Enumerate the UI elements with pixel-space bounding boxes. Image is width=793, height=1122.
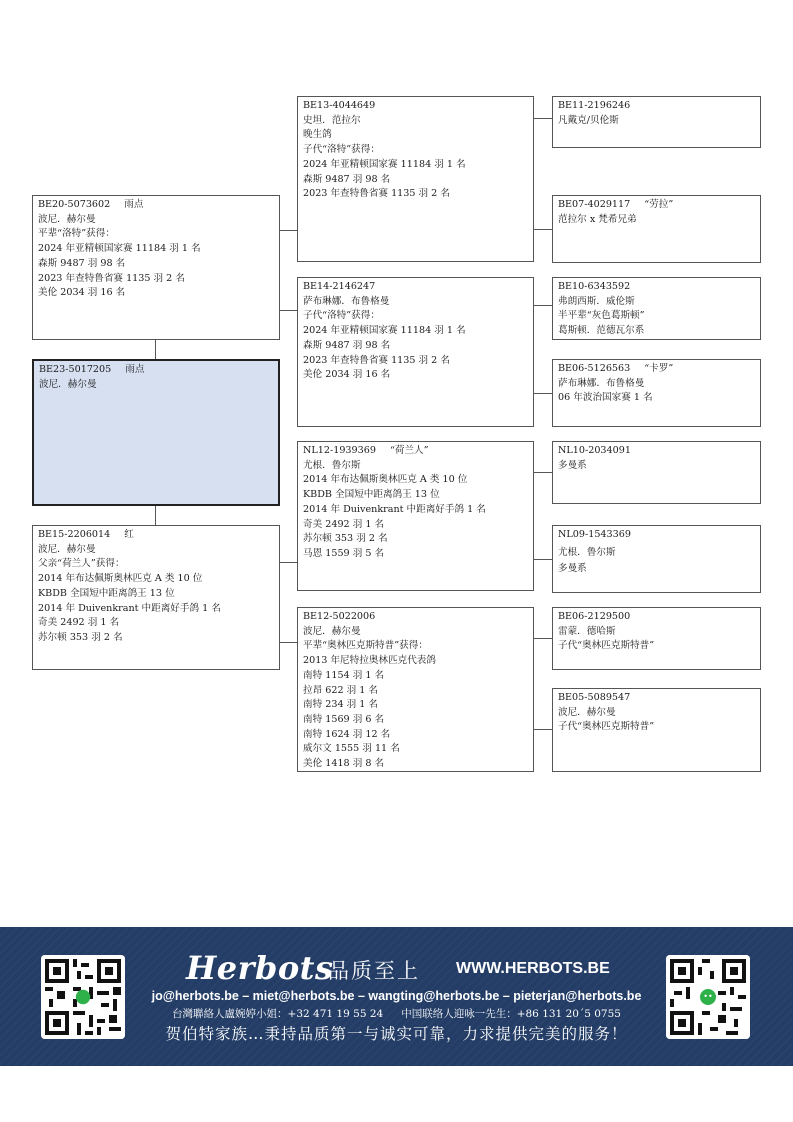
grandparent-line: 威尔文 1555 羽 11 名 <box>303 743 400 755</box>
connector-line <box>534 393 552 394</box>
great-grandparent-id: BE10-6343592 <box>558 281 631 292</box>
email-list[interactable]: jo@herbots.be – miet@herbots.be – wangting@herbots.be – pieterjan@herbots.be <box>151 989 642 1003</box>
great-grandparent-id-line <box>558 444 755 459</box>
grandparent-line: 森斯 9487 羽 98 名 <box>303 173 391 185</box>
great-grandparent-id: BE07-4029117 <box>558 199 631 210</box>
sire-line: 美伦 2034 羽 16 名 <box>38 287 126 299</box>
great-grandparent-id: BE11-2196246 <box>558 100 631 111</box>
grandparent-id: BE14-2146247 <box>303 281 376 292</box>
dam-line: 父亲“荷兰人”获得： <box>38 558 125 570</box>
great-grandparent-line: 子代“奥林匹克斯特普” <box>558 721 655 733</box>
connector-line <box>534 229 552 230</box>
great-grandparent-line: 06 年波治国家赛 1 名 <box>558 392 653 404</box>
grandparent-line: 2024 年亚精顿国家赛 11184 羽 1 名 <box>303 325 466 337</box>
great-grandparent-id-line <box>558 362 755 377</box>
footer-banner <box>0 927 793 1066</box>
great-grandparent-line: 萨布琳娜．布鲁格曼 <box>558 377 645 389</box>
pedigree-dam-box <box>32 525 280 670</box>
subject-line: 波尼．赫尔曼 <box>39 378 97 390</box>
grandparent-id-line <box>303 280 528 295</box>
dam-line: 苏尔顿 353 羽 2 名 <box>38 631 123 643</box>
contact-china: 中国联络人迎咏一先生：+86 131 20ˊ5 0755 <box>401 1008 621 1020</box>
sire-line: 森斯 9487 羽 98 名 <box>38 257 126 269</box>
connector-line <box>280 310 297 311</box>
grandparent-line: 南特 1624 羽 12 名 <box>303 728 391 740</box>
grandparent-line: 南特 1154 羽 1 名 <box>303 669 385 681</box>
grandparent-line: 马恩 1559 羽 5 名 <box>303 547 385 559</box>
great-grandparent-id: BE06-2129500 <box>558 611 631 622</box>
connector-line <box>534 729 552 730</box>
grandparent-line: 美伦 2034 羽 16 名 <box>303 369 391 381</box>
grandparent-line: 平辈“奥林匹克斯特普”获得： <box>303 640 428 652</box>
great-grandparent-nickname: “劳拉” <box>644 199 674 210</box>
pedigree-great-grandparent-box <box>552 96 761 148</box>
grandparent-id: NL12-1939369 <box>303 445 376 456</box>
grandparent-line: 史坦．范拉尔 <box>303 114 361 126</box>
grandparent-line: 2014 年 Duivenkrant 中距离好手鸽 1 名 <box>303 503 486 515</box>
dam-line: 2014 年 Duivenkrant 中距离好手鸽 1 名 <box>38 602 221 614</box>
connector-line <box>534 118 552 119</box>
dam-id-line <box>38 528 274 543</box>
great-grandparent-id: BE05-5089547 <box>558 692 631 703</box>
dam-line: 奇美 2492 羽 1 名 <box>38 617 120 629</box>
contact-taiwan: 台灣聯絡人盧婉婷小姐：+32 471 19 55 24 <box>172 1008 384 1020</box>
grandparent-nickname: “荷兰人” <box>389 445 429 456</box>
pedigree-great-grandparent-box <box>552 195 761 263</box>
pedigree-sire-box <box>32 195 280 340</box>
dam-line: 2014 年布达佩斯奥林匹克 A 类 10 位 <box>38 573 203 585</box>
great-grandparent-nickname: “卡罗” <box>644 363 674 374</box>
great-grandparent-line: 弗朗西斯．威伦斯 <box>558 295 635 307</box>
grandparent-line: KBDB 全国短中距离鸽王 13 位 <box>303 489 440 501</box>
great-grandparent-id: BE06-5126563 <box>558 363 631 374</box>
slogan: 贺伯特家族…秉持品质第一与诚实可靠，力求提供完美的服务！ <box>165 1025 628 1043</box>
great-grandparent-line: 多曼系 <box>558 563 587 575</box>
great-grandparent-id-line <box>558 99 755 114</box>
dam-nickname: 红 <box>124 529 134 540</box>
sire-line: 平辈“洛特”获得： <box>38 228 115 240</box>
grandparent-line: 森斯 9487 羽 98 名 <box>303 339 391 351</box>
pedigree-great-grandparent-box <box>552 277 761 340</box>
connector-line <box>155 506 156 525</box>
pedigree-great-grandparent-box <box>552 607 761 670</box>
grandparent-line: 2023 年查特鲁省赛 1135 羽 2 名 <box>303 354 450 366</box>
great-grandparent-id-line <box>558 528 755 543</box>
grandparent-id: BE12-5022006 <box>303 611 376 622</box>
great-grandparent-line: 多曼系 <box>558 459 587 471</box>
grandparent-line: 苏尔顿 353 羽 2 名 <box>303 533 388 545</box>
grandparent-id-line <box>303 444 528 459</box>
grandparent-line: 尤根．鲁尔斯 <box>303 459 361 471</box>
connector-line <box>534 638 552 639</box>
grandparent-id-line <box>303 99 528 114</box>
grandparent-line: 2013 年尼特拉奥林匹克代表鸽 <box>303 655 436 667</box>
sire-line: 2023 年查特鲁省赛 1135 羽 2 名 <box>38 272 185 284</box>
great-grandparent-id-line <box>558 280 755 295</box>
grandparent-line: 波尼．赫尔曼 <box>303 625 361 637</box>
pedigree-grandparent-box <box>297 441 534 591</box>
grandparent-line: 2023 年查特鲁省赛 1135 羽 2 名 <box>303 188 450 200</box>
pedigree-grandparent-box <box>297 277 534 427</box>
grandparent-line: 2014 年布达佩斯奥林匹克 A 类 10 位 <box>303 474 468 486</box>
connector-line <box>534 472 552 473</box>
pedigree-great-grandparent-box <box>552 688 761 772</box>
grandparent-id: BE13-4044649 <box>303 100 376 111</box>
grandparent-line: 南特 1569 羽 6 名 <box>303 713 385 725</box>
sire-id: BE20-5073602 <box>38 199 111 210</box>
dam-line: KBDB 全国短中距离鸽王 13 位 <box>38 587 175 599</box>
connector-line <box>280 642 297 643</box>
brand-tagline: 品质至上 <box>328 959 420 983</box>
pedigree-great-grandparent-box <box>552 441 761 504</box>
great-grandparent-id-line <box>558 610 755 625</box>
great-grandparent-line: 凡戴克/贝伦斯 <box>558 114 619 126</box>
great-grandparent-id-line <box>558 691 755 706</box>
great-grandparent-line: 半平辈“灰色葛斯顿” <box>558 310 645 322</box>
pedigree-grandparent-box <box>297 96 534 262</box>
connector-line <box>534 305 552 306</box>
great-grandparent-line: 波尼．赫尔曼 <box>558 706 616 718</box>
sire-id-line <box>38 198 274 213</box>
pedigree-great-grandparent-box <box>552 359 761 427</box>
great-grandparent-line: 雷蒙．德哈斯 <box>558 625 616 637</box>
great-grandparent-line: 葛斯顿．范德瓦尔系 <box>558 325 645 337</box>
dam-id: BE15-2206014 <box>38 529 111 540</box>
great-grandparent-line: 子代“奥林匹克斯特普” <box>558 640 655 652</box>
grandparent-line: 晚生鸽 <box>303 129 332 141</box>
grandparent-line: 子代“洛特”获得： <box>303 144 380 156</box>
subject-nickname: 雨点 <box>125 364 145 375</box>
sire-line: 2024 年亚精顿国家赛 11184 羽 1 名 <box>38 243 201 255</box>
pedigree-grandparent-box <box>297 607 534 772</box>
great-grandparent-line: 尤根．鲁尔斯 <box>558 546 616 558</box>
wechat-qr-icon <box>666 955 750 1039</box>
connector-line <box>280 562 297 563</box>
brand-logo: Herbots <box>186 949 334 987</box>
subject-id: BE23-5017205 <box>39 364 112 375</box>
brand-row <box>186 949 626 985</box>
grandparent-line: 奇美 2492 羽 1 名 <box>303 518 385 530</box>
grandparent-line: 萨布琳娜．布鲁格曼 <box>303 295 390 307</box>
great-grandparent-line: 范拉尔 x 梵希兄弟 <box>558 213 637 225</box>
pedigree-subject-box <box>32 359 280 506</box>
connector-line <box>534 559 552 560</box>
great-grandparent-id: NL10-2034091 <box>558 445 631 456</box>
pedigree-great-grandparent-box <box>552 525 761 593</box>
grandparent-line: 子代“洛特”获得： <box>303 310 380 322</box>
grandparent-line: 2024 年亚精顿国家赛 11184 羽 1 名 <box>303 158 466 170</box>
great-grandparent-id-line <box>558 198 755 213</box>
connector-line <box>155 340 156 359</box>
connector-line <box>280 230 297 231</box>
subject-id-line <box>39 363 273 378</box>
website-link[interactable]: WWW.HERBOTS.BE <box>456 960 610 977</box>
dam-line: 波尼．赫尔曼 <box>38 543 96 555</box>
great-grandparent-id: NL09-1543369 <box>558 529 631 540</box>
sire-nickname: 雨点 <box>124 199 144 210</box>
grandparent-line: 美伦 1418 羽 8 名 <box>303 758 385 770</box>
grandparent-id-line <box>303 610 528 625</box>
grandparent-line: 拉昂 622 羽 1 名 <box>303 684 378 696</box>
sire-line: 波尼．赫尔曼 <box>38 213 96 225</box>
grandparent-line: 南特 234 羽 1 名 <box>303 699 378 711</box>
